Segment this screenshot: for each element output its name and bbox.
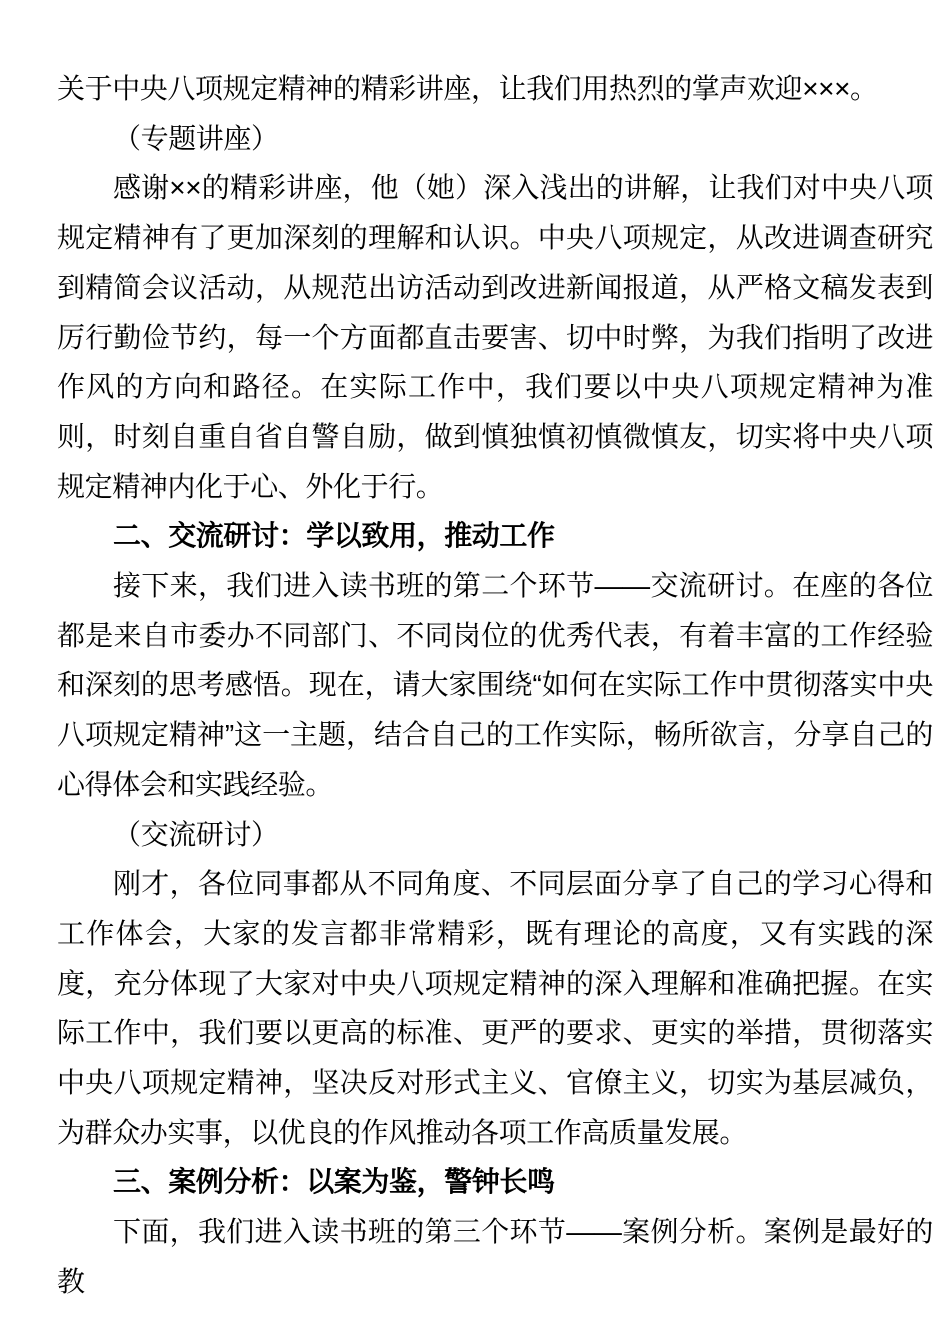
paragraph: 关于中央八项规定精神的精彩讲座，让我们用热烈的掌声欢迎×××。 — [57, 73, 878, 104]
paragraph: 感谢××的精彩讲座，他（她）深入浅出的讲解，让我们对中央八项规定精神有了更加深刻的理解和认识。中央八项规定，从改进调查研究到精简会议活动，从规范出访活动到改进新闻报道，从严格文稿发表到厉行勤俭节约，每一个方面都直击要害、切中时弊，为我们指明了改进作风的方向和路径。在实际工作中，我们要以中央八项规定精神为准则，时刻自重自省自警自励，做到慎独慎初慎微慎友，切实将中央八项规定精神内化于心、外化于行。 — [57, 172, 933, 502]
paragraph: 刚才，各位同事都从不同角度、不同层面分享了自己的学习心得和工作体会，大家的发言都非常精彩，既有理论的高度，又有实践的深度，充分体现了大家对中央八项规定精神的深入理解和准确把握。在实际工作中，我们要以更高的标准、更严的要求、更实的举措，贯彻落实中央八项规定精神，坚决反对形式主义、官僚主义，切实为基层减负，为群众办实事，以优良的作风推动各项工作高质量发展。 — [57, 868, 933, 1148]
paragraph: 下面，我们进入读书班的第三个环节——案例分析。案例是最好的教 — [57, 1216, 933, 1297]
document-body — [57, 64, 933, 1307]
section-heading: 二、交流研讨：学以致用，推动工作 — [113, 520, 555, 552]
section-heading: 三、案例分析：以案为鉴，警钟长鸣 — [113, 1166, 555, 1198]
paragraph: 接下来，我们进入读书班的第二个环节——交流研讨。在座的各位都是来自市委办不同部门、不同岗位的优秀代表，有着丰富的工作经验和深刻的思考感悟。现在，请大家围绕“如何在实际工作中贯彻落实中央八项规定精神”这一主题，结合自己的工作实际，畅所欲言，分享自己的心得体会和实践经验。 — [57, 570, 933, 800]
paragraph: （交流研讨） — [113, 818, 279, 850]
paragraph: （专题讲座） — [113, 122, 279, 154]
